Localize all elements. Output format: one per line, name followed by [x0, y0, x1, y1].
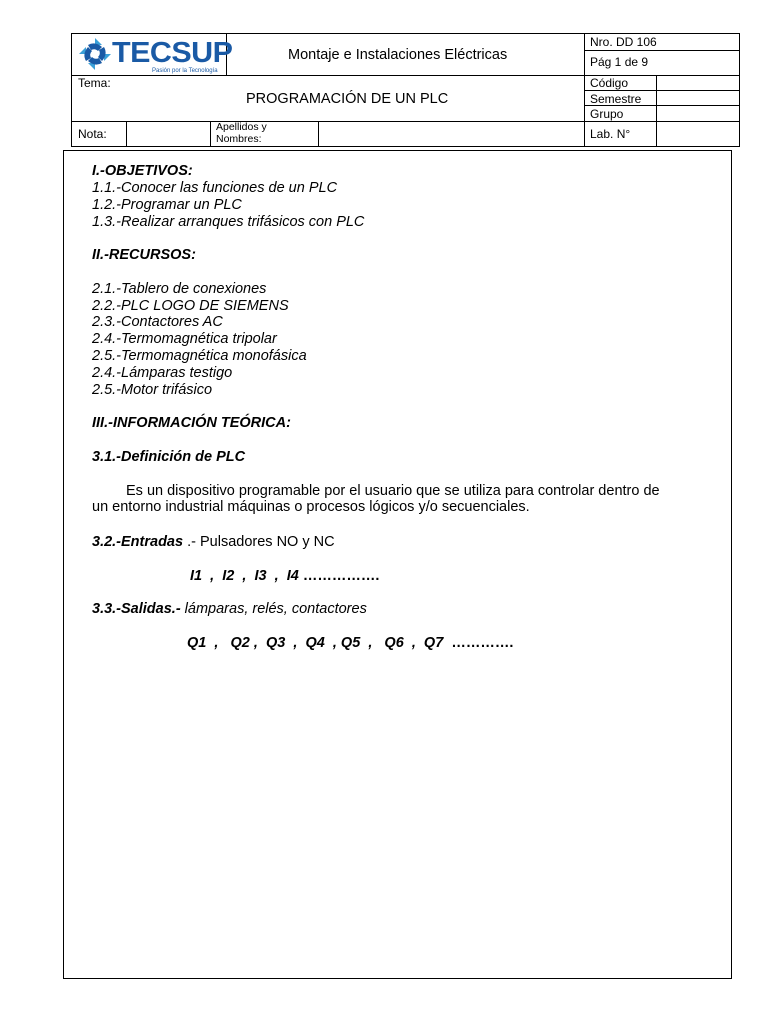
definicion-line2: un entorno industrial máquinas o procesos lógicos y/o secuenciales.	[92, 499, 530, 515]
tema-value: PROGRAMACIÓN DE UN PLC	[246, 91, 449, 107]
objetivo-item: 1.2.-Programar un PLC	[92, 197, 242, 213]
salidas-list: Q1 , Q2 , Q3 , Q4 , Q5 , Q6 , Q7	[187, 635, 444, 651]
entradas-line	[92, 534, 335, 550]
content-box	[63, 150, 732, 979]
salidas-text: lámparas, relés, contactores	[180, 601, 367, 617]
semestre-label: Semestre	[590, 92, 642, 106]
info-heading: III.-INFORMACIÓN TEÓRICA:	[92, 415, 291, 431]
entradas-list-line	[190, 568, 379, 584]
entradas-list: I1 , I2 , I3 , I4	[190, 568, 299, 584]
entradas-label: 3.2.-Entradas	[92, 534, 184, 550]
logo-tagline: Pasión por la Tecnología	[152, 68, 218, 74]
recurso-item: 2.5.-Motor trifásico	[92, 382, 213, 398]
lab-label: Lab. N°	[590, 127, 631, 141]
apellidos-label-line1: Apellidos y	[216, 121, 267, 133]
recurso-item: 2.2.-PLC LOGO DE SIEMENS	[92, 298, 289, 314]
recursos-heading: II.-RECURSOS:	[92, 247, 196, 263]
recurso-item: 2.4.-Lámparas testigo	[92, 365, 233, 381]
course-title: Montaje e Instalaciones Eléctricas	[288, 47, 508, 63]
logo-wordmark: TECSUP	[112, 37, 233, 69]
grupo-label: Grupo	[590, 107, 624, 121]
doc-number: Nro. DD 106	[590, 35, 657, 49]
page-info: Pág 1 de 9	[590, 55, 649, 69]
entradas-text: .- Pulsadores NO y NC	[183, 534, 335, 550]
recurso-item: 2.4.-Termomagnética tripolar	[92, 331, 277, 347]
objetivo-item: 1.1.-Conocer las funciones de un PLC	[92, 180, 338, 196]
apellidos-label-line2: Nombres:	[216, 133, 262, 145]
salidas-list-line	[187, 635, 513, 651]
tema-label: Tema:	[78, 76, 111, 90]
recurso-item: 2.1.-Tablero de conexiones	[92, 281, 267, 297]
tecsup-logo-icon	[78, 37, 112, 71]
definicion-heading: 3.1.-Definición de PLC	[92, 449, 246, 465]
salidas-label: 3.3.-Salidas.-	[92, 601, 181, 617]
objetivo-item: 1.3.-Realizar arranques trifásicos con PLC	[92, 214, 365, 230]
tecsup-logo	[76, 35, 233, 75]
recurso-item: 2.5.-Termomagnética monofásica	[92, 348, 307, 364]
objetivos-heading: I.-OBJETIVOS:	[92, 163, 193, 179]
salidas-line	[92, 601, 367, 617]
entradas-dots: …………….	[298, 568, 380, 584]
nota-label: Nota:	[78, 127, 107, 141]
definicion-line1: Es un dispositivo programable por el usuario que se utiliza para controlar dentro de	[126, 483, 660, 499]
codigo-label: Código	[590, 76, 629, 90]
recurso-item: 2.3.-Contactores AC	[92, 314, 223, 330]
salidas-dots: ………….	[443, 635, 514, 651]
